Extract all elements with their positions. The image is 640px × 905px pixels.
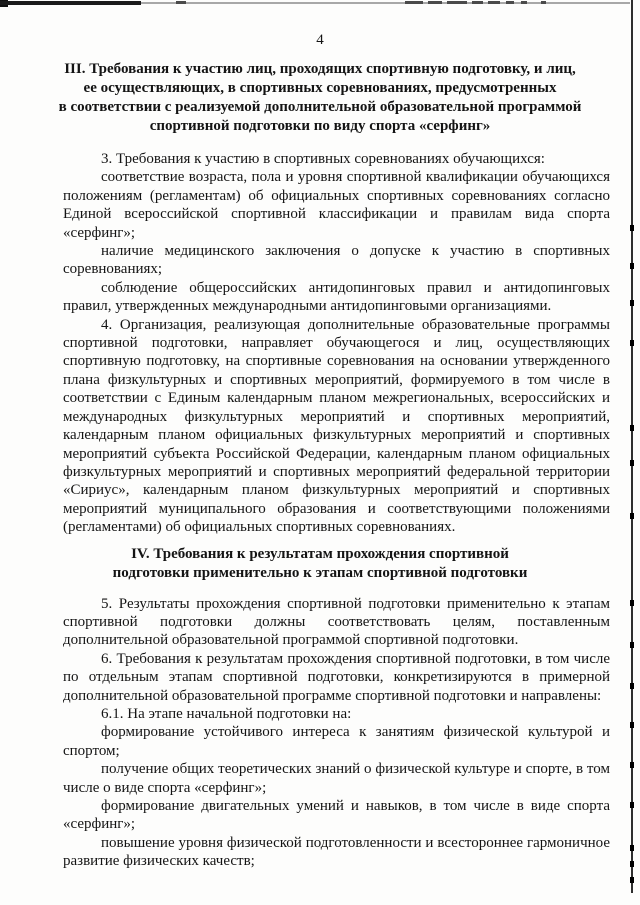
section-3-body [63,150,610,537]
scan-artifact-tick [630,513,634,519]
paragraph: формирование двигательных умений и навыков, в том числе в виде спорта «серфинг»; [63,798,610,833]
section-4-body [63,595,610,871]
scan-artifact-tick [630,642,634,648]
scan-artifact-tick [630,802,634,808]
section-4-heading [0,545,640,583]
paragraph: 4. Организация, реализующая дополнительные образовательные программы спортивной подготовки, направляет обучающегося и лиц, осуществляющих спортивную подготовку, на спортивные соревнования на основании утвержденного плана физкультурных и спортивных мероприятий, формируемого в том числе в соответствии с Единым календарным планом межрегиональных, всероссийских и международных физкультурных мероприятий и спортивных мероприятий, календарным планом официальных физкультурных мероприятий и спортивных мероприятий субъекта Российской Федерации, календарным планом официальных физкультурных мероприятий и спортивных мероприятий федеральной территории «Сириус», календарным планом физкультурных мероприятий и спортивных мероприятий муниципального образования и соответствующими положениями (регламентами) об официальных спортивных соревнованиях. [63,316,610,536]
scan-artifact-tick [630,263,634,269]
section-3-heading-line: спортивной подготовки по виду спорта «серфинг» [149,118,491,134]
scan-artifact-tick [630,845,634,851]
section-3-heading [0,60,640,136]
paragraph: 5. Результаты прохождения спортивной подготовки применительно к этапам спортивной подготовки должны соответствовать целям, поставленным дополнительной образовательной программой спортивной подготовки. [63,595,610,649]
scan-artifact-tick [630,340,634,346]
paragraph: получение общих теоретических знаний о физической культуре и спорте, в том числе о виде спорта «серфинг»; [63,761,610,796]
paragraph: наличие медицинского заключения о допуске к участию в спортивных соревнованиях; [63,243,610,278]
section-4-heading-line: IV. Требования к результатам прохождения спортивной [131,545,509,562]
page-number: 4 [316,32,324,48]
paragraph: соблюдение общероссийских антидопинговых правил и антидопинговых правил, утвержденных международными антидопинговыми организациями. [63,279,610,315]
scan-artifact-tick [630,300,634,306]
scan-artifact-tick [630,460,634,466]
scan-artifact-tick [630,425,634,431]
scan-artifact-tick [630,861,634,867]
paragraph: 3. Требования к участию в спортивных соревнованиях обучающихся: [101,151,545,167]
scan-artifact-tick [630,722,634,728]
paragraph: формирование устойчивого интереса к занятиям физической культурой и спортом; [63,724,610,759]
section-4-heading-line: подготовки применительно к этапам спортивной подготовки [112,564,528,581]
paragraph: повышение уровня физической подготовленности и всестороннее гармоничное развитие физических качеств; [63,834,610,870]
scan-artifact-tick [630,683,634,689]
paragraph: 6.1. На этапе начальной подготовки на: [101,705,352,722]
paragraph: соответствие возраста, пола и уровня спортивной квалификации обучающихся положениям (регламентам) об официальных спортивных соревнованиях согласно Единой всероссийской спортивной классификации и правилам вида спорта «серфинг»; [63,169,610,241]
section-3-heading-line: ее осуществляющих, в спортивных соревнованиях, предусмотренных [83,80,557,96]
scan-artifact-tick [630,600,634,606]
paragraph: 6. Требования к результатам прохождения спортивной подготовки, в том числе по отдельным этапам спортивной подготовки, конкретизируются в примерной дополнительной образовательной программе спортивной подготовки и направлены: [63,650,610,704]
section-3-heading-line: в соответствии с реализуемой дополнительной образовательной программой [58,99,582,115]
section-3-heading-line: III. Требования к участию лиц, проходящих спортивную подготовку, и лиц, [64,61,576,77]
scan-artifact-tick [630,762,634,768]
scan-artifact-tick [630,225,634,231]
scan-artifact-tick [630,877,634,883]
